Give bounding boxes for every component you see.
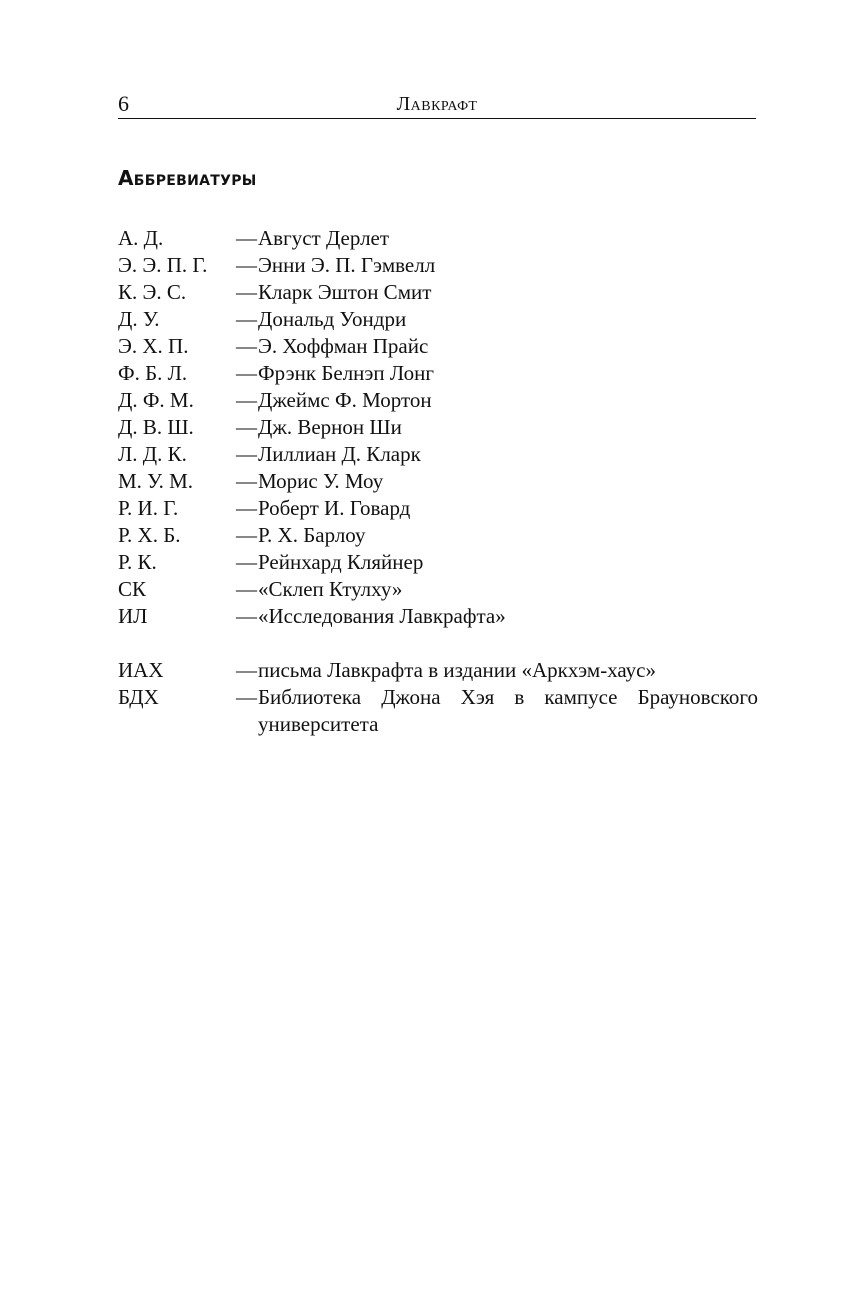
abbreviation-dash: —: [236, 361, 257, 385]
running-title: Лавкрафт: [396, 93, 478, 115]
abbreviation-value: Морис У. Моу: [258, 469, 384, 493]
abbreviation-row: [118, 279, 758, 306]
page-number: 6: [118, 91, 129, 116]
abbreviation-dash: —: [236, 253, 257, 277]
abbreviation-row: [118, 441, 758, 468]
abbreviation-key: Р. И. Г.: [118, 496, 179, 520]
abbreviation-value: Дональд Уондри: [258, 307, 407, 331]
abbreviation-row: [118, 414, 758, 441]
running-head: [118, 88, 756, 119]
abbreviation-key: Д. Ф. М.: [118, 388, 194, 412]
abbreviation-row: [118, 306, 758, 333]
abbreviation-value: Рейнхард Кляйнер: [258, 550, 424, 574]
abbreviation-dash: —: [236, 280, 257, 304]
abbreviation-row: [118, 495, 758, 522]
abbreviation-dash: —: [236, 226, 257, 250]
abbreviation-value: Дж. Вернон Ши: [258, 415, 402, 439]
source-dash: —: [236, 685, 257, 709]
abbreviation-dash: —: [236, 469, 257, 493]
abbreviation-value: «Склеп Ктулху»: [258, 577, 403, 601]
abbreviation-row: [118, 576, 758, 603]
abbreviation-dash: —: [236, 388, 257, 412]
abbreviation-key: К. Э. С.: [118, 280, 187, 304]
abbreviation-value: Август Дерлет: [258, 226, 390, 250]
abbreviation-dash: —: [236, 496, 257, 520]
abbreviation-row: [118, 225, 758, 252]
abbreviation-key: Р. К.: [118, 550, 157, 574]
source-dash: —: [236, 658, 257, 682]
abbreviation-key: Д. В. Ш.: [118, 415, 194, 439]
list-spacer: [118, 630, 758, 657]
abbreviation-value: «Исследования Лавкрафта»: [258, 604, 506, 628]
abbreviation-key: Р. Х. Б.: [118, 523, 181, 547]
abbreviation-value: Р. Х. Барлоу: [258, 523, 366, 547]
abbreviation-dash: —: [236, 604, 257, 628]
abbreviation-key: Э. Э. П. Г.: [118, 253, 208, 277]
abbreviation-row: [118, 333, 758, 360]
source-value: письма Лавкрафта в издании «Аркхэм-хаус»: [258, 658, 656, 682]
abbreviation-key: Д. У.: [118, 307, 160, 331]
abbreviation-key: М. У. М.: [118, 469, 194, 493]
abbreviation-value: Фрэнк Белнэп Лонг: [258, 361, 434, 385]
abbreviation-row: [118, 522, 758, 549]
abbreviation-key: Э. Х. П.: [118, 334, 189, 358]
abbreviation-dash: —: [236, 415, 257, 439]
abbreviation-value: Энни Э. П. Гэмвелл: [258, 253, 436, 277]
abbreviation-row: [118, 549, 758, 576]
abbreviation-key: Ф. Б. Л.: [118, 361, 188, 385]
abbreviation-dash: —: [236, 577, 257, 601]
abbreviation-dash: —: [236, 550, 257, 574]
abbreviation-row: [118, 603, 758, 630]
abbreviation-dash: —: [236, 442, 257, 466]
abbreviation-row: [118, 360, 758, 387]
abbreviation-key: ИЛ: [118, 604, 148, 628]
source-key: ИАХ: [118, 658, 164, 682]
abbreviation-value: Э. Хоффман Прайс: [258, 334, 429, 358]
abbreviation-dash: —: [236, 307, 257, 331]
abbreviation-row: [118, 468, 758, 495]
abbreviation-key: А. Д.: [118, 226, 164, 250]
source-row: [118, 657, 758, 684]
abbreviation-value: Роберт И. Говард: [258, 496, 411, 520]
abbreviation-list: [118, 225, 758, 738]
source-value: Библиотека Джона Хэя в кампусе Брауновского университета: [258, 685, 758, 736]
source-key: БДХ: [118, 685, 159, 709]
abbreviation-dash: —: [236, 334, 257, 358]
abbreviation-dash: —: [236, 523, 257, 547]
section-heading: Аббревиатуры: [118, 166, 257, 190]
abbreviation-key: Л. Д. К.: [118, 442, 187, 466]
abbreviation-key: СК: [118, 577, 147, 601]
abbreviation-value: Лиллиан Д. Кларк: [258, 442, 421, 466]
source-row: [118, 684, 758, 738]
abbreviation-row: [118, 252, 758, 279]
abbreviation-value: Джеймс Ф. Мортон: [258, 388, 432, 412]
abbreviation-row: [118, 387, 758, 414]
abbreviation-value: Кларк Эштон Смит: [258, 280, 432, 304]
